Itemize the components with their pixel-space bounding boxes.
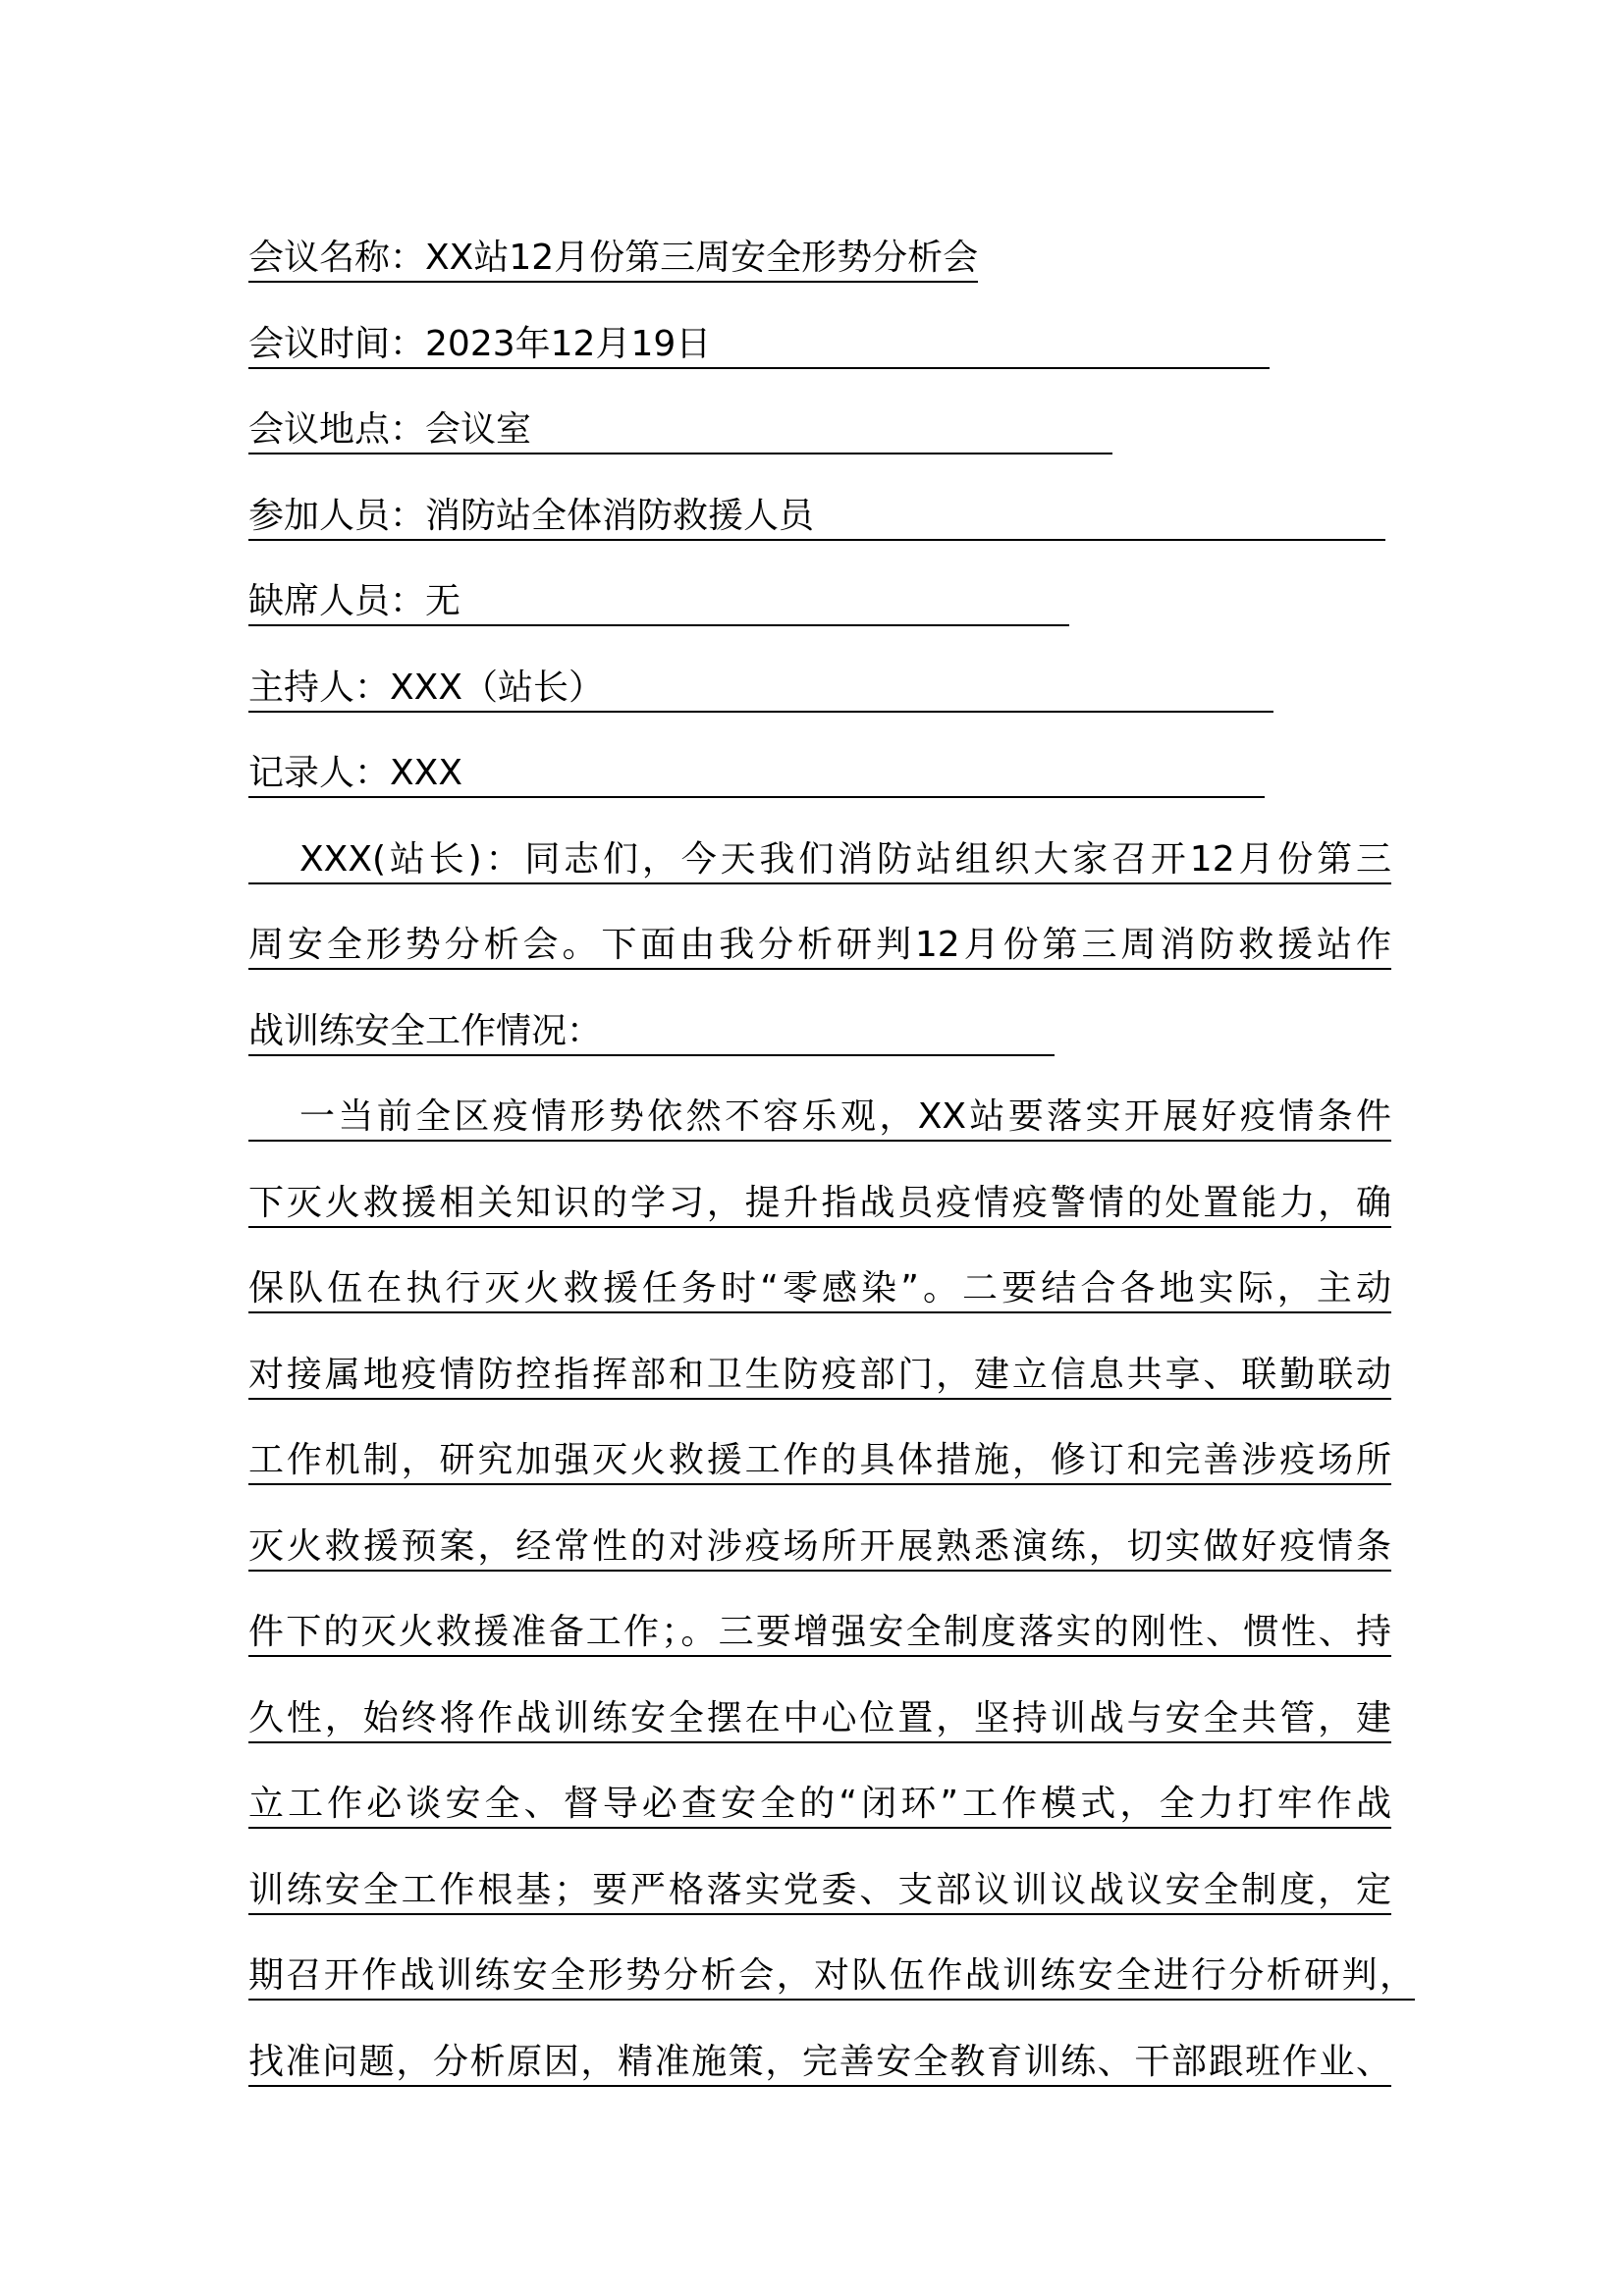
body-line: 期召开作战训练安全形势分析会，对队伍作战训练安全进行分析研判， — [248, 1953, 1415, 2001]
field-label: 会议时间： — [248, 324, 426, 364]
body-line: 战训练安全工作情况： — [248, 1009, 1055, 1056]
body-line: 灭火救援预案，经常性的对涉疫场所开展熟悉演练，切实做好疫情条 — [248, 1524, 1391, 1572]
body-line: 久性，始终将作战训练安全摆在中心位置，坚持训战与安全共管，建 — [248, 1696, 1391, 1743]
absentees: 无 — [425, 581, 461, 621]
field-label: 会议名称： — [248, 238, 426, 278]
meeting-time-line — [248, 322, 1270, 369]
body-line: 工作机制，研究加强灭火救援工作的具体措施，修订和完善涉疫场所 — [248, 1438, 1391, 1485]
body-line: XXX(站长)：同志们，今天我们消防站组织大家召开12月份第三 — [248, 837, 1391, 884]
host: XXX（站长） — [390, 667, 605, 708]
meeting-place: 会议室 — [425, 409, 532, 450]
body-line: 对接属地疫情防控指挥部和卫生防疫部门，建立信息共享、联勤联动 — [248, 1353, 1391, 1400]
meeting-time: 2023年12月19日 — [425, 324, 712, 364]
absentees-line — [248, 579, 1069, 626]
recorder: XXX — [390, 753, 463, 793]
host-line — [248, 666, 1273, 713]
body-line: 保队伍在执行灭火救援任务时“零感染”。二要结合各地实际，主动 — [248, 1266, 1391, 1313]
body-line: 训练安全工作根基；要严格落实党委、支部议训议战议安全制度，定 — [248, 1868, 1391, 1915]
body-line: 找准问题，分析原因，精准施策，完善安全教育训练、干部跟班作业、 — [248, 2040, 1391, 2087]
body-line: 周安全形势分析会。下面由我分析研判12月份第三周消防救援站作 — [248, 923, 1391, 970]
field-label: 主持人： — [248, 667, 391, 708]
attendees: 消防站全体消防救援人员 — [425, 496, 815, 536]
body-line: 下灭火救援相关知识的学习，提升指战员疫情疫警情的处置能力，确 — [248, 1181, 1391, 1228]
body-line: 一当前全区疫情形势依然不容乐观，XX站要落实开展好疫情条件 — [248, 1095, 1391, 1142]
recorder-line — [248, 751, 1265, 798]
field-label: 缺席人员： — [248, 581, 426, 621]
meeting-place-line — [248, 407, 1112, 454]
field-label: 会议地点： — [248, 409, 426, 450]
field-label: 记录人： — [248, 753, 391, 793]
meeting-name: XX站12月份第三周安全形势分析会 — [425, 238, 979, 278]
attendees-line — [248, 494, 1385, 541]
field-label: 参加人员： — [248, 496, 426, 536]
body-line: 立工作必谈安全、督导必查安全的“闭环”工作模式，全力打牢作战 — [248, 1782, 1391, 1829]
body-line: 件下的灭火救援准备工作；。三要增强安全制度落实的刚性、惯性、持 — [248, 1610, 1391, 1657]
meeting-name-line — [248, 236, 978, 283]
